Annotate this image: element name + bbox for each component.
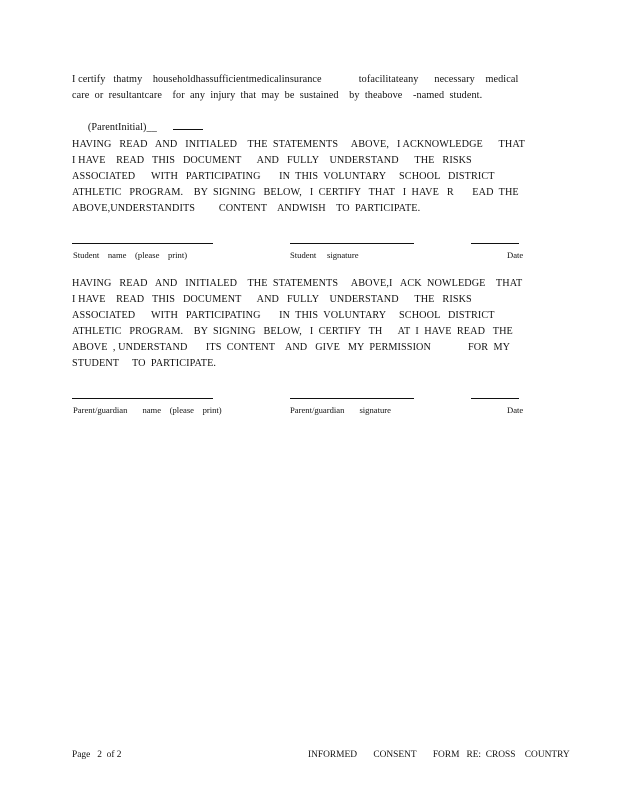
parent-ack-line-6: STUDENT TO PARTICIPATE.: [72, 358, 217, 369]
student-ack-line-5: ABOVE,UNDERSTANDITS CONTENT ANDWISH TO PARTICIPATE.: [72, 203, 421, 214]
parent-ack-line-2: I HAVE READ THIS DOCUMENT AND FULLY UNDERSTAND THE RISKS: [72, 294, 472, 305]
parent-name-line[interactable]: [72, 398, 213, 399]
parent-ack-line-1: HAVING READ AND INITIALED THE STATEMENTS ABOVE,I ACK NOWLEDGE THAT: [72, 278, 523, 289]
parent-signature-label: Parent/guardian signature: [290, 405, 391, 415]
parent-name-label: Parent/guardian name (please print): [73, 405, 222, 415]
student-date-label: Date: [507, 250, 524, 260]
parent-ack-line-4: ATHLETIC PROGRAM. BY SIGNING BELOW, I CERTIFY TH AT I HAVE READ THE: [72, 326, 513, 337]
insurance-line-2: care or resultantcare for any injury that may be sustained by theabove -named student.: [72, 90, 483, 101]
parent-initial-blank[interactable]: [173, 120, 203, 130]
parent-date-line[interactable]: [471, 398, 519, 399]
student-ack-line-4: ATHLETIC PROGRAM. BY SIGNING BELOW, I CERTIFY THAT I HAVE R EAD THE: [72, 187, 519, 198]
page-number: Page 2 of 2: [72, 750, 122, 760]
insurance-line-1: I certify thatmy householdhassufficientmedicalinsurance tofacilitateany necessary medical: [72, 74, 519, 85]
student-acknowledgement: [72, 137, 538, 217]
student-signature-label: Student signature: [290, 250, 359, 260]
student-ack-line-1: HAVING READ AND INITIALED THE STATEMENTS ABOVE, I ACKNOWLEDGE THAT: [72, 139, 525, 150]
parent-signature-line[interactable]: [290, 398, 414, 399]
student-name-label: Student name (please print): [73, 250, 188, 260]
parent-ack-line-3: ASSOCIATED WITH PARTICIPATING IN THIS VOLUNTARY SCHOOL DISTRICT: [72, 310, 495, 321]
student-date-line[interactable]: [471, 243, 519, 244]
parent-initial-label: (ParentInitial)__: [87, 122, 157, 133]
parent-ack-line-5: ABOVE , UNDERSTAND ITS CONTENT AND GIVE MY PERMISSION FOR MY: [72, 342, 511, 353]
parent-acknowledgement: [72, 276, 538, 372]
student-name-line[interactable]: [72, 243, 213, 244]
footer-form-title: INFORMED CONSENT FORM RE: CROSS COUNTRY: [308, 750, 570, 760]
student-ack-line-2: I HAVE READ THIS DOCUMENT AND FULLY UNDERSTAND THE RISKS: [72, 155, 472, 166]
student-signature-line[interactable]: [290, 243, 414, 244]
parent-date-label: Date: [507, 405, 524, 415]
student-ack-line-3: ASSOCIATED WITH PARTICIPATING IN THIS VOLUNTARY SCHOOL DISTRICT: [72, 171, 495, 182]
